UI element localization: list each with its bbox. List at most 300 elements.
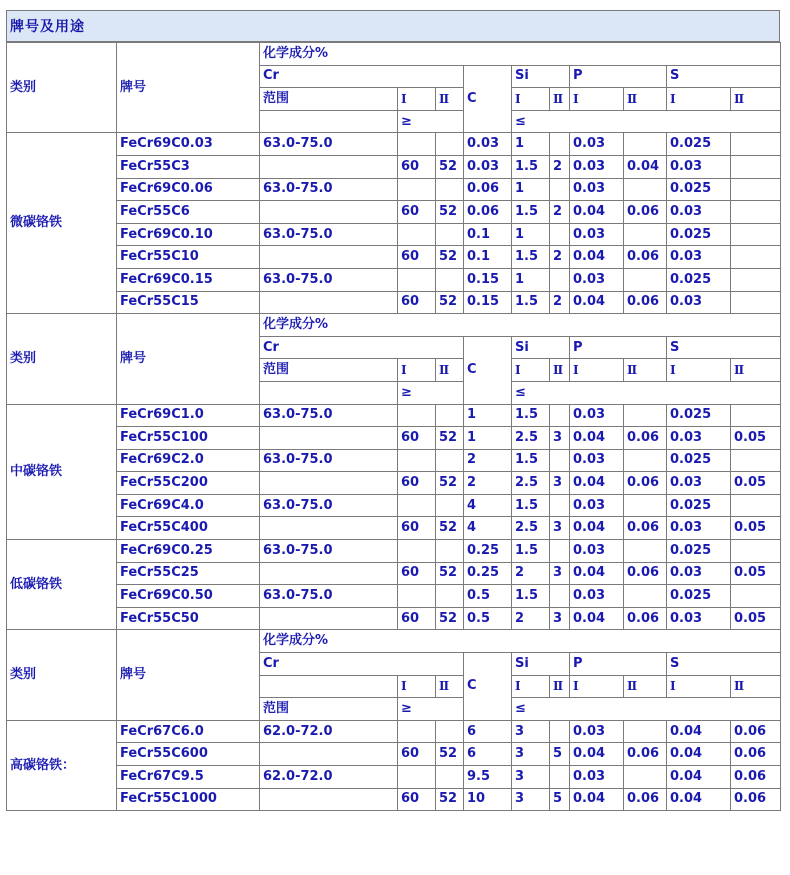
c-cell: 6 [464,743,512,766]
p2-cell [624,766,667,789]
c-cell: 1 [464,427,512,450]
cr1-cell: 60 [398,562,436,585]
cr1-cell: 60 [398,743,436,766]
table-row [7,788,781,811]
p2-cell: 0.06 [624,201,667,224]
table-row [7,562,781,585]
range-cell: 63.0-75.0 [260,133,398,156]
p1-cell: 0.03 [570,133,624,156]
cr1-cell: 60 [398,472,436,495]
range-cell [260,788,398,811]
si-grade-ii-header: Ⅱ [550,675,570,698]
c-cell: 2 [464,472,512,495]
ge-header: ≥ [398,698,464,721]
si1-cell: 2.5 [512,427,550,450]
table-row [7,607,781,630]
empty-cell [260,675,398,698]
c-header: C [464,336,512,404]
si1-cell: 1 [512,268,550,291]
c-cell: 0.5 [464,585,512,608]
range-header: 范围 [260,698,398,721]
cr2-cell: 52 [436,562,464,585]
category-cell: 高碳铬铁： [7,720,117,810]
cr1-cell: 60 [398,246,436,269]
table-row [7,585,781,608]
s2-cell [731,540,781,563]
c-cell: 0.03 [464,133,512,156]
c-cell: 6 [464,720,512,743]
si1-cell: 1.5 [512,155,550,178]
s2-cell [731,246,781,269]
grade-cell: FeCr69C4.0 [117,494,260,517]
si1-cell: 2.5 [512,517,550,540]
range-cell [260,743,398,766]
si2-cell: 2 [550,201,570,224]
range-cell [260,562,398,585]
si2-cell [550,178,570,201]
c-header: C [464,65,512,133]
c-cell: 1 [464,404,512,427]
p-grade-ii-header: Ⅱ [624,359,667,382]
table-row [7,155,781,178]
s1-cell: 0.04 [667,743,731,766]
s2-cell: 0.05 [731,472,781,495]
le-header: ≤ [512,698,781,721]
si1-cell: 1.5 [512,246,550,269]
category-cell: 中碳铬铁 [7,404,117,540]
c-cell: 0.03 [464,155,512,178]
cr2-cell [436,404,464,427]
s1-cell: 0.03 [667,607,731,630]
c-cell: 0.15 [464,268,512,291]
si1-cell: 1.5 [512,449,550,472]
si-grade-ii-header: Ⅱ [550,88,570,111]
p2-cell: 0.06 [624,743,667,766]
p2-cell: 0.06 [624,562,667,585]
grade-cell: FeCr55C200 [117,472,260,495]
range-cell: 63.0-75.0 [260,540,398,563]
range-cell: 63.0-75.0 [260,178,398,201]
p1-cell: 0.03 [570,268,624,291]
si2-cell [550,720,570,743]
cr1-cell [398,585,436,608]
category-cell: 微碳铬铁 [7,133,117,314]
s1-cell: 0.025 [667,404,731,427]
grade-header: 牌号 [117,43,260,133]
si-header: Si [512,336,570,359]
s1-cell: 0.04 [667,766,731,789]
p-grade-i-header: Ⅰ [570,88,624,111]
si2-cell: 5 [550,788,570,811]
si2-cell: 3 [550,517,570,540]
s2-cell [731,178,781,201]
grade-cell: FeCr55C15 [117,291,260,314]
c-cell: 2 [464,449,512,472]
s2-cell [731,449,781,472]
cr1-cell: 60 [398,155,436,178]
p1-cell: 0.03 [570,223,624,246]
s2-cell: 0.05 [731,607,781,630]
c-cell: 0.25 [464,562,512,585]
grade-cell: FeCr55C6 [117,201,260,224]
range-cell: 62.0-72.0 [260,720,398,743]
s2-cell: 0.05 [731,562,781,585]
s-grade-i-header: Ⅰ [667,88,731,111]
s1-cell: 0.04 [667,788,731,811]
cr-grade-i-header: Ⅰ [398,88,436,111]
range-cell [260,246,398,269]
range-cell: 63.0-75.0 [260,449,398,472]
cr2-cell: 52 [436,427,464,450]
p-grade-ii-header: Ⅱ [624,675,667,698]
s2-cell: 0.06 [731,743,781,766]
p1-cell: 0.04 [570,562,624,585]
cr1-cell [398,268,436,291]
range-cell [260,427,398,450]
cr-header: Cr [260,65,464,88]
cr2-cell: 52 [436,607,464,630]
c-cell: 0.1 [464,246,512,269]
p2-cell [624,178,667,201]
s2-cell: 0.06 [731,766,781,789]
si2-cell: 3 [550,562,570,585]
cr2-cell: 52 [436,743,464,766]
s2-cell: 0.06 [731,788,781,811]
range-cell [260,517,398,540]
si-grade-i-header: Ⅰ [512,359,550,382]
range-cell: 63.0-75.0 [260,223,398,246]
si1-cell: 1.5 [512,494,550,517]
ge-header: ≥ [398,110,464,133]
grade-cell: FeCr55C3 [117,155,260,178]
grade-cell: FeCr69C0.03 [117,133,260,156]
s1-cell: 0.025 [667,133,731,156]
table-row [7,246,781,269]
p1-cell: 0.04 [570,472,624,495]
s-grade-ii-header: Ⅱ [731,359,781,382]
cr1-cell [398,133,436,156]
si2-cell [550,133,570,156]
cr2-cell: 52 [436,155,464,178]
p1-cell: 0.04 [570,607,624,630]
p2-cell: 0.06 [624,291,667,314]
page-title: 牌号及用途 [6,10,780,42]
p-grade-i-header: Ⅰ [570,359,624,382]
cr2-cell [436,494,464,517]
s-header: S [667,336,781,359]
grade-cell: FeCr55C600 [117,743,260,766]
grade-cell: FeCr69C0.50 [117,585,260,608]
chem-header: 化学成分% [260,314,781,337]
s1-cell: 0.03 [667,562,731,585]
table-row [7,449,781,472]
s1-cell: 0.025 [667,268,731,291]
si1-cell: 3 [512,720,550,743]
si2-cell: 2 [550,155,570,178]
p1-cell: 0.04 [570,427,624,450]
grade-cell: FeCr55C50 [117,607,260,630]
s2-cell [731,201,781,224]
table-row [7,404,781,427]
range-cell: 63.0-75.0 [260,404,398,427]
cr-grade-ii-header: Ⅱ [436,675,464,698]
cr1-cell [398,449,436,472]
p-header: P [570,65,667,88]
category-header: 类别 [7,630,117,720]
ge-header: ≥ [398,381,464,404]
s-grade-ii-header: Ⅱ [731,675,781,698]
p2-cell [624,223,667,246]
s1-cell: 0.025 [667,178,731,201]
s-header: S [667,653,781,676]
p1-cell: 0.03 [570,540,624,563]
si1-cell: 1.5 [512,291,550,314]
range-cell [260,201,398,224]
p2-cell: 0.06 [624,517,667,540]
p1-cell: 0.03 [570,766,624,789]
p1-cell: 0.03 [570,585,624,608]
si2-cell: 3 [550,472,570,495]
c-cell: 4 [464,494,512,517]
p2-cell: 0.06 [624,607,667,630]
p2-cell [624,494,667,517]
cr2-cell [436,449,464,472]
p1-cell: 0.04 [570,743,624,766]
cr1-cell [398,404,436,427]
grade-cell: FeCr67C6.0 [117,720,260,743]
s1-cell: 0.03 [667,155,731,178]
p2-cell [624,585,667,608]
p-header: P [570,653,667,676]
cr1-cell: 60 [398,201,436,224]
s1-cell: 0.025 [667,585,731,608]
p1-cell: 0.04 [570,201,624,224]
si2-cell: 2 [550,291,570,314]
cr1-cell [398,178,436,201]
s1-cell: 0.03 [667,472,731,495]
cr2-cell: 52 [436,246,464,269]
si2-cell [550,268,570,291]
cr1-cell: 60 [398,607,436,630]
si1-cell: 3 [512,788,550,811]
si2-cell [550,540,570,563]
p-grade-i-header: Ⅰ [570,675,624,698]
si2-cell [550,223,570,246]
table-row [7,201,781,224]
chem-header: 化学成分% [260,630,781,653]
cr2-cell [436,540,464,563]
table-row [7,427,781,450]
grade-cell: FeCr69C1.0 [117,404,260,427]
p2-cell [624,449,667,472]
range-cell [260,472,398,495]
p1-cell: 0.04 [570,291,624,314]
cr2-cell [436,766,464,789]
s1-cell: 0.025 [667,540,731,563]
range-header: 范围 [260,359,398,382]
p2-cell [624,268,667,291]
cr2-cell: 52 [436,201,464,224]
spec-table [6,42,781,811]
s2-cell [731,404,781,427]
s2-cell: 0.05 [731,517,781,540]
cr2-cell [436,585,464,608]
cr2-cell [436,720,464,743]
table-row [7,743,781,766]
c-cell: 0.5 [464,607,512,630]
s2-cell [731,291,781,314]
chem-header: 化学成分% [260,43,781,66]
table-row [7,178,781,201]
si2-cell [550,404,570,427]
p2-cell: 0.06 [624,246,667,269]
p2-cell [624,404,667,427]
le-header: ≤ [512,381,781,404]
s-grade-i-header: Ⅰ [667,675,731,698]
cr-header: Cr [260,336,464,359]
le-header: ≤ [512,110,781,133]
grade-header: 牌号 [117,630,260,720]
grade-cell: FeCr69C2.0 [117,449,260,472]
p1-cell: 0.03 [570,494,624,517]
s1-cell: 0.03 [667,517,731,540]
grade-cell: FeCr55C10 [117,246,260,269]
table-row [7,268,781,291]
cr2-cell [436,178,464,201]
p1-cell: 0.04 [570,788,624,811]
cr1-cell: 60 [398,517,436,540]
s-header: S [667,65,781,88]
grade-cell: FeCr55C100 [117,427,260,450]
grade-cell: FeCr69C0.15 [117,268,260,291]
category-header: 类别 [7,314,117,404]
p1-cell: 0.04 [570,517,624,540]
cr1-cell: 60 [398,291,436,314]
table-row [7,517,781,540]
table-row [7,494,781,517]
empty-cell [260,381,398,404]
c-cell: 9.5 [464,766,512,789]
si2-cell [550,585,570,608]
si2-cell [550,449,570,472]
s1-cell: 0.025 [667,223,731,246]
si2-cell: 3 [550,427,570,450]
range-cell: 63.0-75.0 [260,585,398,608]
si1-cell: 1 [512,223,550,246]
s1-cell: 0.03 [667,246,731,269]
p-header: P [570,336,667,359]
cr1-cell [398,720,436,743]
si2-cell: 5 [550,743,570,766]
header-row [7,630,781,653]
s2-cell [731,155,781,178]
c-cell: 0.25 [464,540,512,563]
s2-cell [731,268,781,291]
table-row [7,472,781,495]
s-grade-ii-header: Ⅱ [731,88,781,111]
grade-cell: FeCr55C25 [117,562,260,585]
si1-cell: 2.5 [512,472,550,495]
si1-cell: 1 [512,178,550,201]
s2-cell [731,133,781,156]
p1-cell: 0.03 [570,178,624,201]
cr2-cell: 52 [436,517,464,540]
p2-cell [624,720,667,743]
s2-cell [731,585,781,608]
si2-cell [550,766,570,789]
header-row [7,314,781,337]
s2-cell [731,494,781,517]
s-grade-i-header: Ⅰ [667,359,731,382]
si1-cell: 2 [512,562,550,585]
table-row [7,291,781,314]
table-row [7,133,781,156]
si-header: Si [512,65,570,88]
cr1-cell [398,540,436,563]
p2-cell: 0.04 [624,155,667,178]
c-cell: 0.15 [464,291,512,314]
range-cell [260,291,398,314]
p2-cell [624,540,667,563]
cr1-cell [398,223,436,246]
grade-cell: FeCr69C0.25 [117,540,260,563]
s1-cell: 0.04 [667,720,731,743]
si1-cell: 1 [512,133,550,156]
c-cell: 0.06 [464,201,512,224]
cr-grade-i-header: Ⅰ [398,675,436,698]
grade-cell: FeCr55C1000 [117,788,260,811]
table-row [7,720,781,743]
p1-cell: 0.03 [570,449,624,472]
grade-header: 牌号 [117,314,260,404]
grade-cell: FeCr55C400 [117,517,260,540]
cr1-cell: 60 [398,788,436,811]
s2-cell: 0.06 [731,720,781,743]
category-cell: 低碳铬铁 [7,540,117,630]
cr2-cell: 52 [436,788,464,811]
cr1-cell: 60 [398,427,436,450]
si-grade-ii-header: Ⅱ [550,359,570,382]
range-cell [260,607,398,630]
s1-cell: 0.025 [667,494,731,517]
range-cell: 63.0-75.0 [260,494,398,517]
c-cell: 10 [464,788,512,811]
si-header: Si [512,653,570,676]
empty-cell [260,110,398,133]
spec-document [6,10,780,811]
c-header: C [464,653,512,721]
cr2-cell: 52 [436,291,464,314]
cr-header: Cr [260,653,464,676]
c-cell: 0.1 [464,223,512,246]
s2-cell [731,223,781,246]
cr2-cell: 52 [436,472,464,495]
si2-cell [550,494,570,517]
si1-cell: 2 [512,607,550,630]
p2-cell [624,133,667,156]
p-grade-ii-header: Ⅱ [624,88,667,111]
grade-cell: FeCr67C9.5 [117,766,260,789]
si2-cell: 2 [550,246,570,269]
si1-cell: 3 [512,743,550,766]
p1-cell: 0.04 [570,246,624,269]
si1-cell: 1.5 [512,201,550,224]
p2-cell: 0.06 [624,788,667,811]
c-cell: 4 [464,517,512,540]
c-cell: 0.06 [464,178,512,201]
p1-cell: 0.03 [570,155,624,178]
si1-cell: 1.5 [512,540,550,563]
